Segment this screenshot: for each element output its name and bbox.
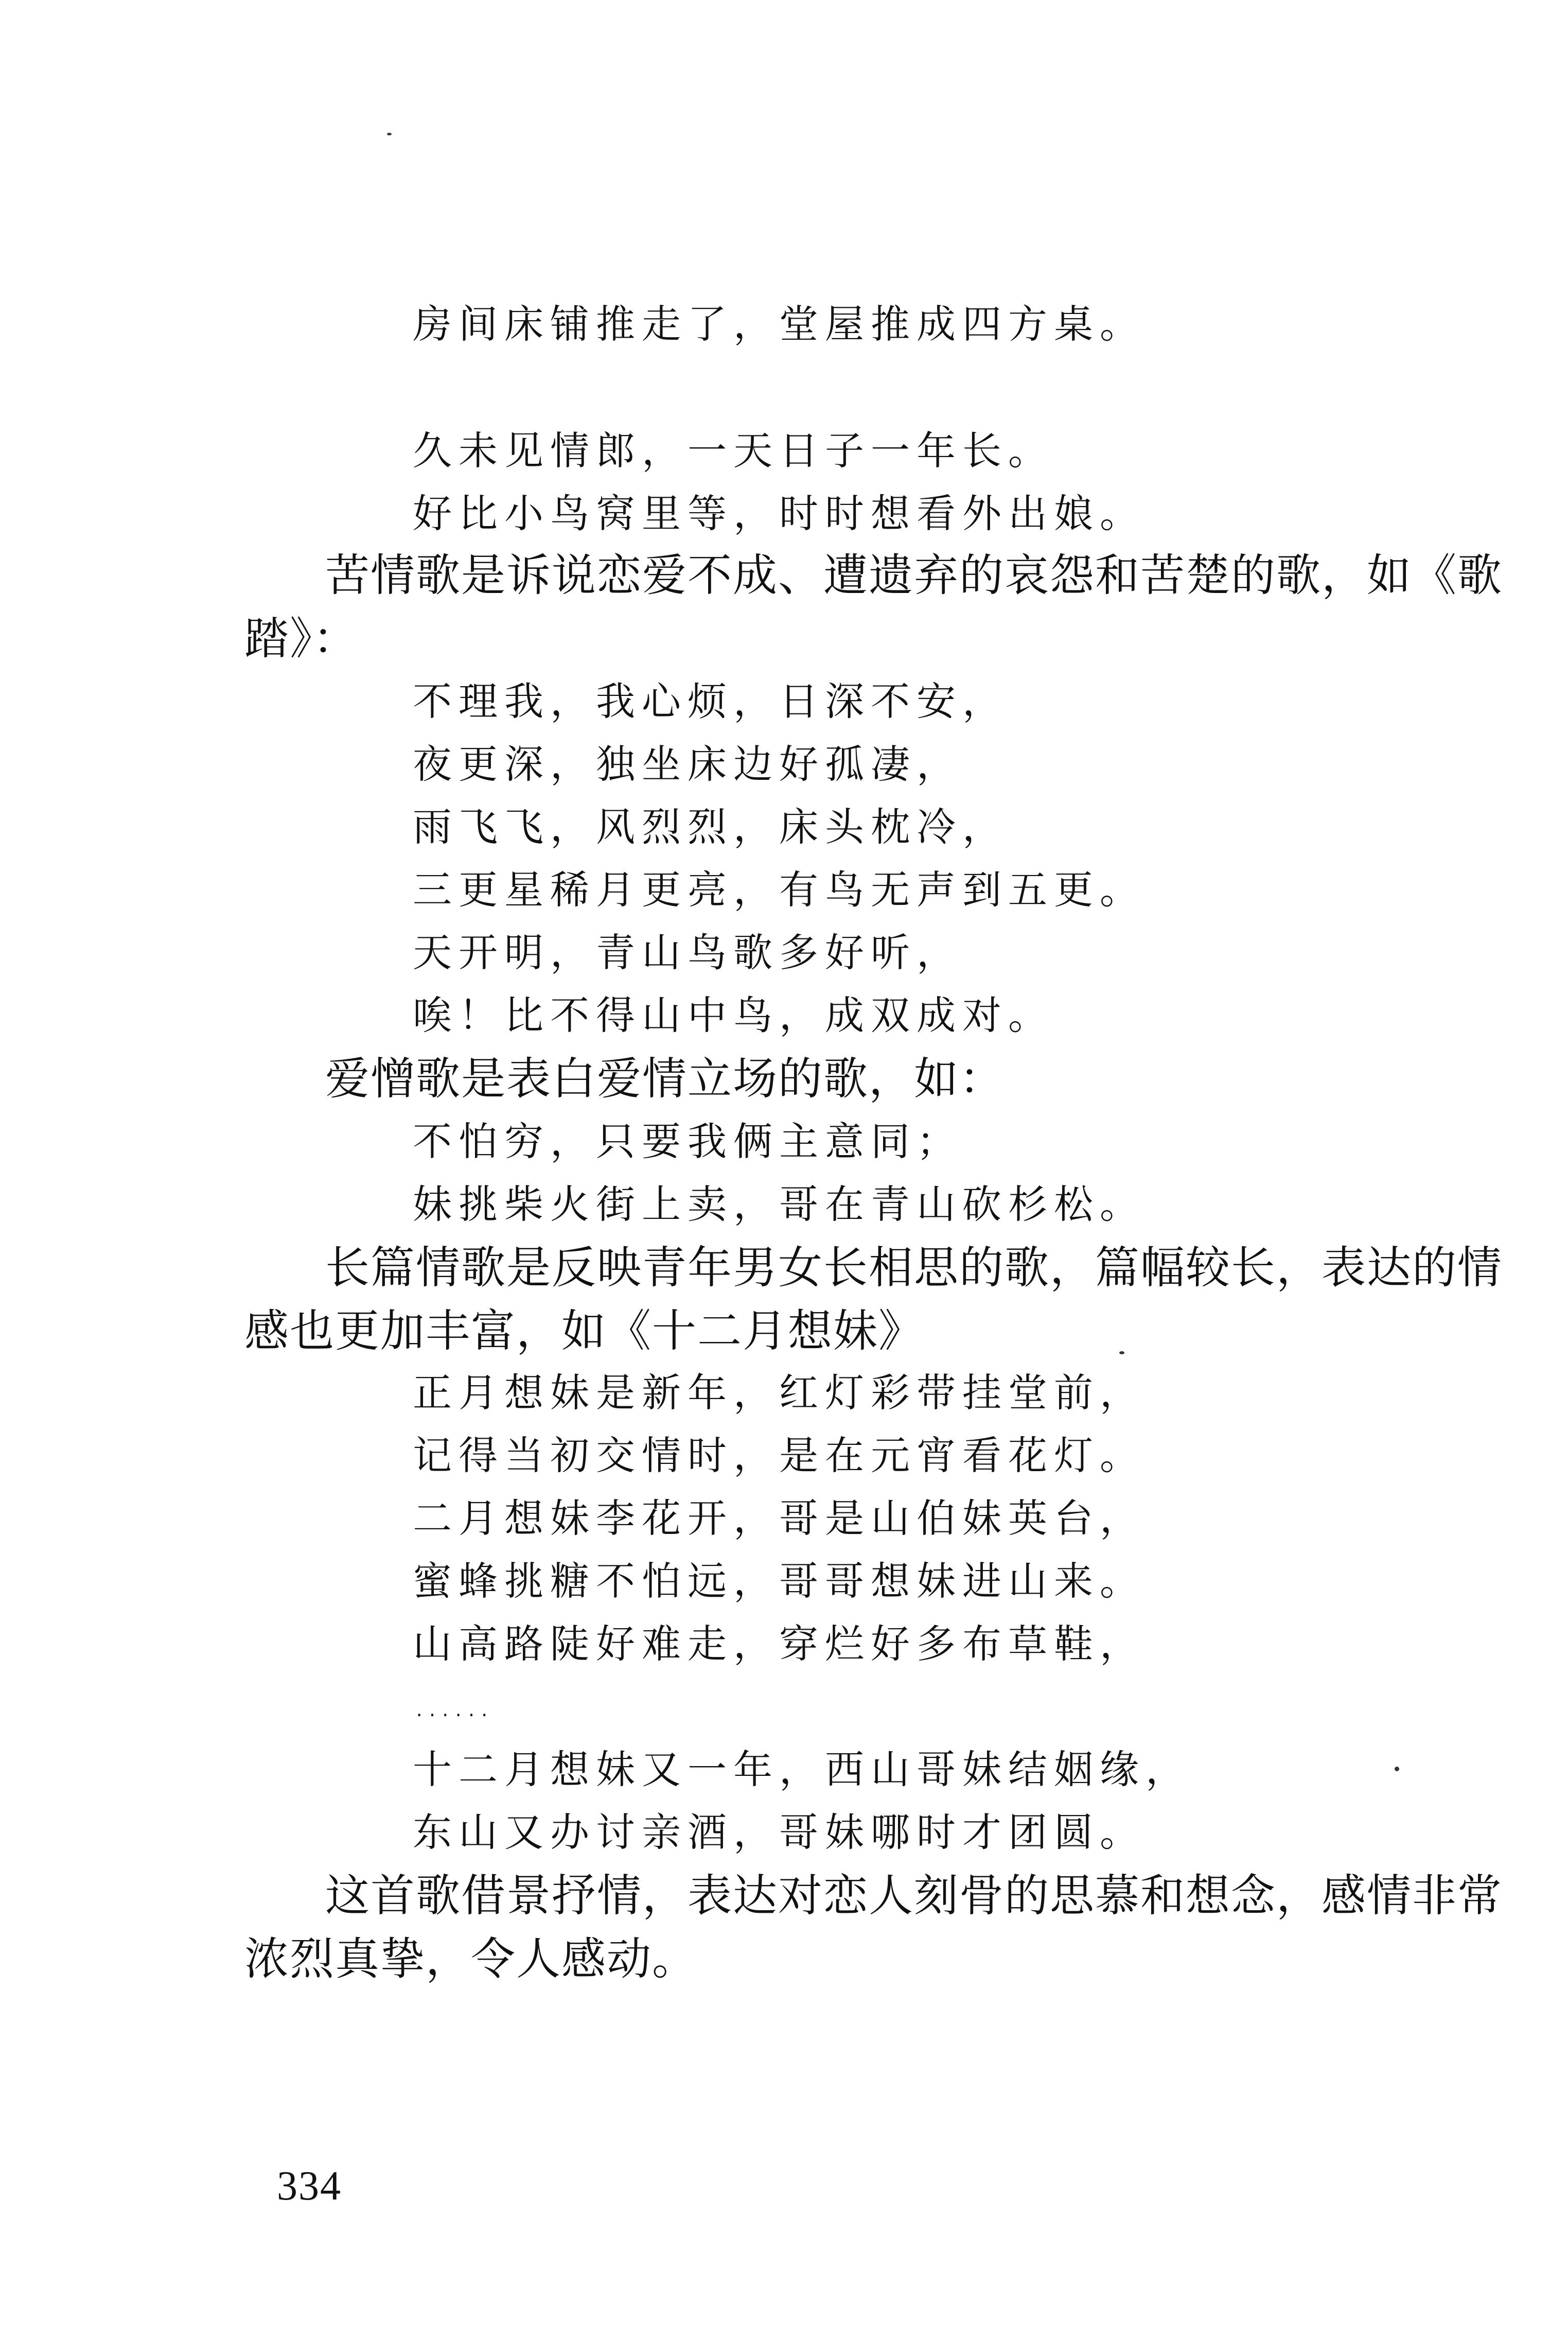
paragraph-line: 浓烈真挚，令人感动。 <box>244 1933 697 1985</box>
paragraph-line: 苦情歌是诉说恋爱不成、遭遗弃的哀怨和苦楚的歌，如《歌 <box>325 550 1503 601</box>
verse-line: 东山又办讨亲酒，哥妹哪时才团圆。 <box>413 1809 1146 1855</box>
verse-line: 山高路陡好难走，穿烂好多布草鞋， <box>413 1621 1146 1667</box>
verse-line: 天开明，青山鸟歌多好听， <box>413 930 962 975</box>
scan-speck <box>1119 1351 1124 1354</box>
verse-line: 十二月想妹又一年，西山哥妹结姻缘， <box>413 1747 1191 1792</box>
verse-line: 雨飞飞，风烈烈，床头枕冷， <box>413 804 1008 850</box>
page-number: 334 <box>277 2163 342 2209</box>
paragraph-line: 感也更加丰富，如《十二月想妹》 <box>244 1305 924 1357</box>
verse-line: 二月想妹李花开，哥是山伯妹英台， <box>413 1495 1146 1541</box>
paragraph-line: 这首歌借景抒情，表达对恋人刻骨的思慕和想念，感情非常 <box>325 1870 1503 1922</box>
paragraph-line: 爱憎歌是表白爱情立场的歌，如： <box>325 1053 1005 1105</box>
verse-line: 好比小鸟窝里等，时时想看外出娘。 <box>413 491 1146 536</box>
scan-speck <box>1395 1767 1399 1771</box>
verse-line: 久未见情郎，一天日子一年长。 <box>413 428 1054 474</box>
verse-line: 记得当初交情时，是在元宵看花灯。 <box>413 1433 1146 1478</box>
paragraph-line: 长篇情歌是反映青年男女长相思的歌，篇幅较长，表达的情 <box>325 1242 1503 1294</box>
paragraph-line: 踏》： <box>244 613 358 665</box>
verse-line: 蜜蜂挑糖不怕远，哥哥想妹进山来。 <box>413 1558 1146 1604</box>
verse-line: 唉！比不得山中鸟，成双成对。 <box>413 992 1054 1038</box>
scan-speck <box>387 133 392 135</box>
verse-line: 夜更深，独坐床边好孤凄， <box>413 741 962 787</box>
verse-line: 房间床铺推走了，堂屋推成四方桌。 <box>413 301 1146 347</box>
verse-line: 正月想妹是新年，红灯彩带挂堂前， <box>413 1370 1146 1416</box>
verse-line: 妹挑柴火街上卖，哥在青山砍杉松。 <box>413 1181 1146 1227</box>
verse-line: 不怕穷，只要我俩主意同； <box>413 1119 962 1164</box>
verse-ellipsis: …… <box>413 1680 491 1725</box>
verse-line: 三更星稀月更亮，有鸟无声到五更。 <box>413 867 1146 913</box>
verse-line: 不理我，我心烦，日深不安， <box>413 678 1008 724</box>
